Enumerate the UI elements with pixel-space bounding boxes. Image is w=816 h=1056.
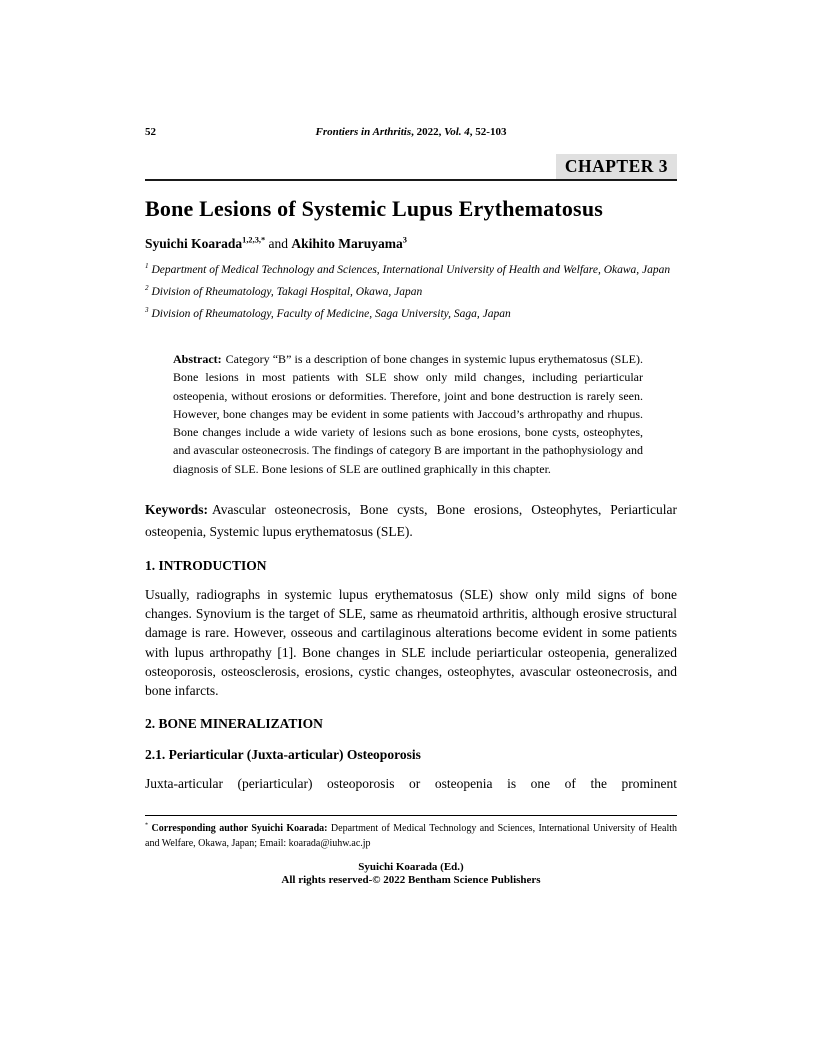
journal-citation xyxy=(316,126,507,138)
footnote-label: Corresponding author Syuichi Koarada: xyxy=(151,822,328,834)
affiliation-2 xyxy=(145,285,677,300)
section-heading-bone-mineralization: 2. BONE MINERALIZATION xyxy=(145,716,323,732)
affiliation-2-superscript: 2 xyxy=(145,284,149,293)
authors-connector: and xyxy=(265,236,292,251)
abstract-text: Category “B” is a description of bone changes in systemic lupus erythematosus (SLE). Bone lesions in most patients with SLE show only mild changes, including periarticular osteopenia, without erosions or deformities. Therefore, joint and bone destruction is rarely seen. However, bone changes may be evident in some patients with Jaccoud’s arthropathy and rhupus. Bone changes include a wide variety of lesions such as bone erosions, bone cysts, osteophytes, and avascular osteonecrosis. The findings of category B are important in the pathophysiology and diagnosis of SLE. Bone lesions of SLE are outlined graphically in this chapter. xyxy=(173,352,643,476)
affiliation-2-text: Division of Rheumatology, Takagi Hospital, Okawa, Japan xyxy=(148,286,423,298)
chapter-rule xyxy=(145,154,677,181)
author-name-2: Akihito Maruyama xyxy=(291,236,403,251)
subsection-paragraph: Juxta-articular (periarticular) osteoporosis or osteopenia is one of the prominent xyxy=(145,776,677,792)
affiliation-1-text: Department of Medical Technology and Sciences, International University of Health and Welfare, Okawa, Japan xyxy=(148,264,671,276)
chapter-badge: CHAPTER 3 xyxy=(556,154,677,179)
footnote-block xyxy=(145,815,677,852)
author-1-superscript: 1,2,3,* xyxy=(242,235,266,245)
affiliation-1 xyxy=(145,263,677,278)
affiliations xyxy=(145,263,677,322)
affiliation-3 xyxy=(145,307,677,322)
chapter-title: Bone Lesions of Systemic Lupus Erythematosus xyxy=(145,196,604,221)
journal-pages: , 52-103 xyxy=(469,126,507,138)
publisher-imprint xyxy=(145,861,677,888)
keywords-label: Keywords: xyxy=(145,502,208,518)
authors-line xyxy=(145,236,677,252)
subsection-heading-periarticular-osteoporosis: 2.1. Periarticular (Juxta-articular) Osteoporosis xyxy=(145,747,421,763)
journal-volume: Vol. 4 xyxy=(444,126,470,138)
introduction-paragraph: Usually, radiographs in systemic lupus erythematosus (SLE) show only mild signs of bone changes. Synovium is the target of SLE, same as rheumatoid arthritis, although erosive structural damage is rare. However, osseous and cartilaginous alterations become evident in some patients with lupus arthropathy [1]. Bone changes in SLE include periarticular osteopenia, generalized osteoporosis, osteosclerosis, erosions, cystic changes, osteophytes, avascular osteonecrosis, and bone infarcts. xyxy=(145,587,677,699)
keywords xyxy=(145,499,677,542)
abstract-label: Abstract: xyxy=(173,352,222,366)
rights-line: All rights reserved-© 2022 Bentham Science Publishers xyxy=(281,874,541,886)
editor-line: Syuichi Koarada (Ed.) xyxy=(358,860,464,873)
footnote-text: Department of Medical Technology and Sciences, International University of Health and Welfare, Okawa, Japan; Email: koarada@iuhw.ac.jp xyxy=(145,822,677,849)
journal-title: Frontiers in Arthritis xyxy=(315,126,412,138)
abstract xyxy=(173,350,643,478)
journal-year: , 2022, xyxy=(411,126,445,138)
keywords-text: Avascular osteonecrosis, Bone cysts, Bone erosions, Osteophytes, Periarticular osteopenia, Systemic lupus erythematosus (SLE). xyxy=(145,502,677,539)
affiliation-3-superscript: 3 xyxy=(145,306,149,315)
corresponding-author-footnote xyxy=(145,821,677,852)
author-2-superscript: 3 xyxy=(402,235,407,245)
running-header xyxy=(145,125,677,139)
section-heading-introduction: 1. INTRODUCTION xyxy=(145,558,267,574)
author-name-1: Syuichi Koarada xyxy=(145,236,243,251)
footnote-marker: * xyxy=(145,821,149,829)
affiliation-1-superscript: 1 xyxy=(145,262,149,271)
affiliation-3-text: Division of Rheumatology, Faculty of Medicine, Saga University, Saga, Japan xyxy=(148,308,511,320)
page-number: 52 xyxy=(145,126,156,138)
